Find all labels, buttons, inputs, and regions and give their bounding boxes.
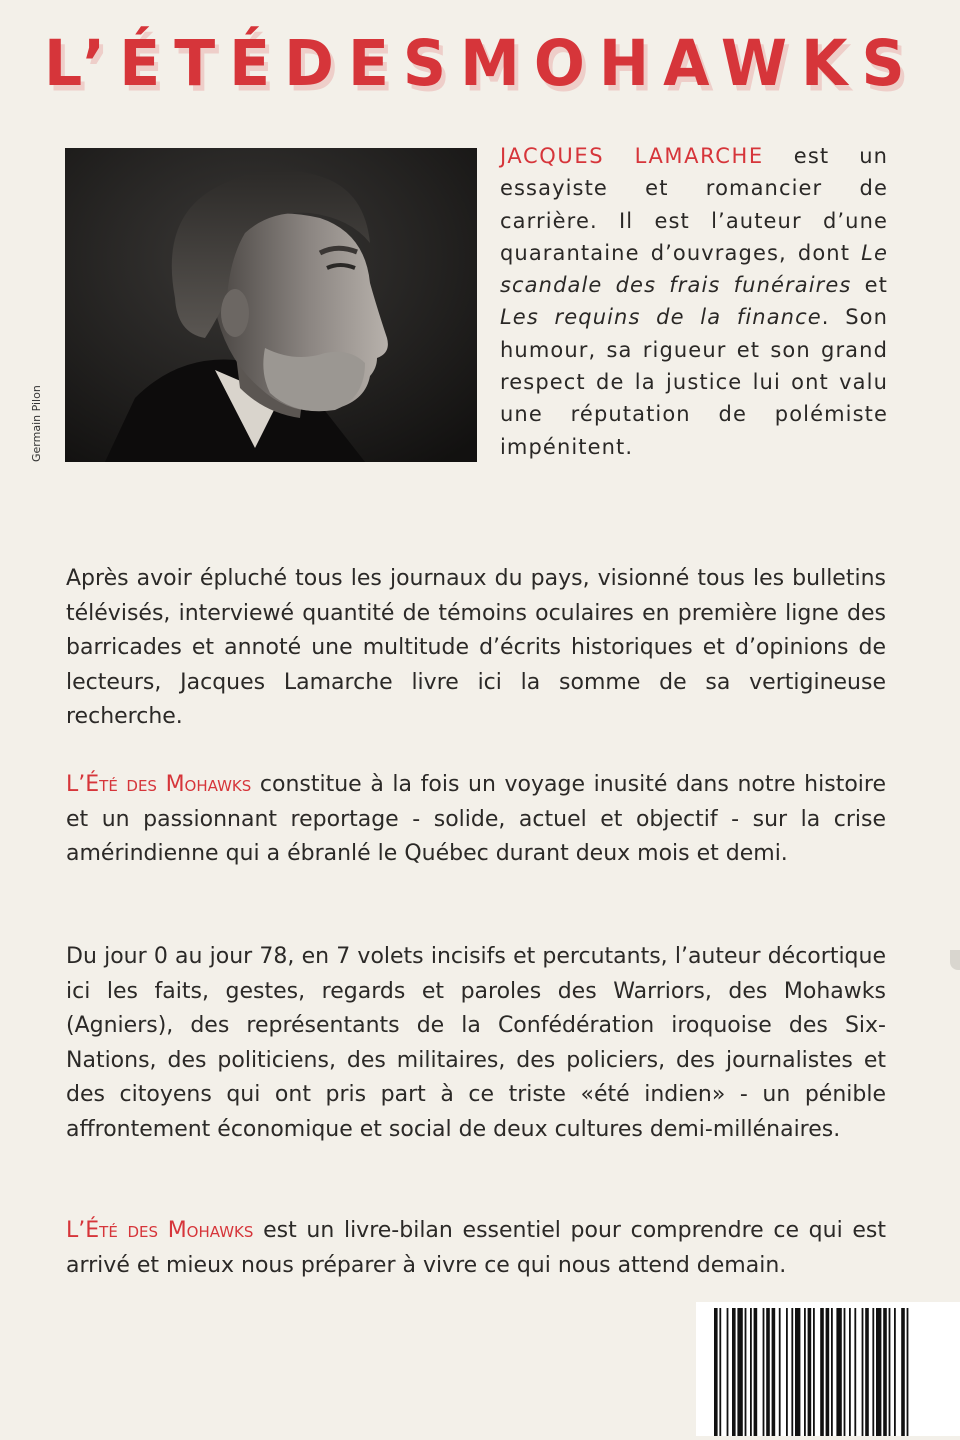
bio-text: . Son humour, sa rigueur et son grand respect de la justice lui ont valu une réputation de polémiste impénitent. (500, 305, 888, 459)
bio-text: et (851, 273, 888, 298)
barcode-icon (696, 1302, 960, 1436)
book-title-reference: L’Été des Mohawks (66, 772, 252, 797)
book-title-reference: L’Été des Mohawks (66, 1218, 254, 1243)
bio-work-title: Les requins de la finance (500, 305, 822, 330)
photo-credit: Germain Pilon (30, 385, 43, 462)
cover-title (44, 22, 919, 106)
description-paragraph: Après avoir épluché tous les journaux du pays, visionné tous les bulletins télévisés, interviewé quantité de témoins oculaires en première ligne des barricades et annoté une multitude d’écrits historiques et d’opinions de lecteurs, Jacques Lamarche livre ici la somme de sa vertigineuse recherche. (66, 566, 886, 729)
bio-work-title: Le scandale des frais funéraires (500, 240, 888, 298)
description-paragraph: Du jour 0 au jour 78, en 7 volets incisifs et percutants, l’auteur décortique ici les faits, gestes, regards et paroles des Warriors, des Mohawks (Agniers), des représentants de la Confédération iroquoise des Six-Nations, des politiciens, des militaires, des policiers, des journalistes et des citoyens qui ont pris part à ce triste «été indien» - un pénible affrontement économique et social de deux cultures demi-millénaires. (66, 944, 886, 1142)
paragraph-text: constitue à la fois un voyage inusité dans notre histoire et un passionnant reportage - solide, actuel et objectif - sur la crise amérindienne qui a ébranlé le Québec durant deux mois et demi. (66, 772, 886, 866)
author-photo (65, 148, 477, 462)
description-paragraph (66, 768, 886, 872)
title-word: MOHAWKS (460, 27, 919, 101)
paragraph-text: est un livre-bilan essentiel pour comprendre ce qui est arrivé et mieux nous préparer à vivre ce qui nous attend demain. (66, 1218, 886, 1278)
page-edge-mark (950, 950, 960, 970)
title-word: L’ÉTÉ (44, 27, 285, 101)
author-bio (500, 140, 888, 463)
author-portrait-icon (65, 148, 477, 462)
barcode (696, 1302, 960, 1436)
author-name: JACQUES LAMARCHE (500, 144, 764, 168)
title-word: DES (284, 27, 461, 101)
description-paragraph (66, 1214, 886, 1283)
bio-text: est un essayiste et romancier de carrière. Il est l’auteur d’une quarantaine d’ouvrages, dont (500, 144, 889, 265)
